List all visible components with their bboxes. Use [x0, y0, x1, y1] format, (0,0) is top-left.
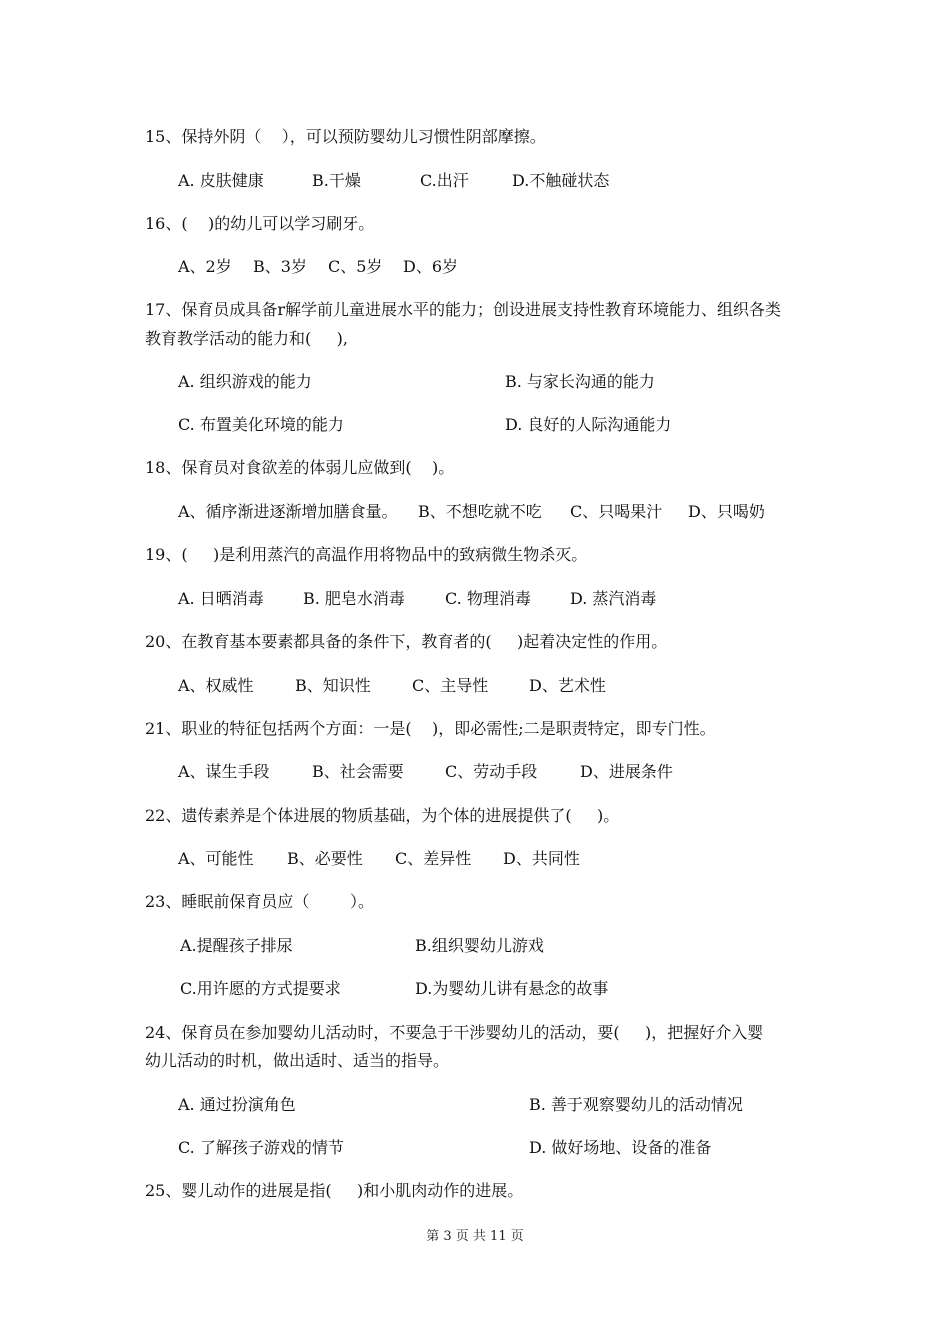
question-21-option-d: D、进展条件	[580, 762, 673, 781]
question-17-option-a: A. 组织游戏的能力	[178, 372, 312, 391]
question-22-option-d: D、共同性	[503, 849, 580, 868]
question-17-option-b: B. 与家长沟通的能力	[505, 372, 655, 391]
question-22-option-b: B、必要性	[287, 849, 363, 868]
question-24-stem-line-2: 幼儿活动的时机，做出适时、适当的指导。	[145, 1051, 450, 1070]
question-19-option-a: A. 日晒消毒	[178, 589, 264, 608]
question-21-option-b: B、社会需要	[312, 762, 404, 781]
question-18-option-d: D、只喝奶	[688, 502, 765, 521]
question-16-stem: 16、( )的幼儿可以学习刷牙。	[145, 214, 375, 233]
page-number-footer: 第 3 页 共 11 页	[426, 1229, 524, 1244]
question-19-stem: 19、( )是利用蒸汽的高温作用将物品中的致病微生物杀灭。	[145, 545, 588, 564]
question-15-option-a: A. 皮肤健康	[178, 171, 264, 190]
question-24-option-b: B. 善于观察婴幼儿的活动情况	[529, 1095, 743, 1114]
question-24-option-a: A. 通过扮演角色	[178, 1095, 296, 1114]
question-16-option-d: D、6岁	[403, 257, 459, 276]
question-20-option-a: A、权威性	[178, 676, 254, 695]
question-18-option-a: A、循序渐进逐渐增加膳食量。	[178, 502, 398, 521]
question-23-option-d: D.为婴幼儿讲有悬念的故事	[415, 979, 609, 998]
question-18-stem: 18、保育员对食欲差的体弱儿应做到( )。	[145, 458, 455, 477]
question-20-stem: 20、在教育基本要素都具备的条件下，教育者的( )起着决定性的作用。	[145, 632, 668, 651]
question-15-option-d: D.不触碰状态	[512, 171, 610, 190]
question-25-stem: 25、婴儿动作的进展是指( )和小肌肉动作的进展。	[145, 1181, 524, 1200]
question-23-stem: 23、睡眠前保育员应（ ）。	[145, 892, 375, 911]
question-15-option-b: B.干燥	[312, 171, 361, 190]
question-16-option-b: B、3岁	[253, 257, 307, 276]
question-22-stem: 22、遗传素养是个体进展的物质基础，为个体的进展提供了( )。	[145, 806, 620, 825]
question-16-option-c: C、5岁	[328, 257, 383, 276]
question-22-option-a: A、可能性	[178, 849, 254, 868]
question-23-option-b: B.组织婴幼儿游戏	[415, 936, 544, 955]
question-18-option-c: C、只喝果汁	[570, 502, 663, 521]
question-23-option-c: C.用许愿的方式提要求	[180, 979, 341, 998]
question-20-option-b: B、知识性	[295, 676, 371, 695]
question-15-stem: 15、保持外阴（ ），可以预防婴幼儿习惯性阴部摩擦。	[145, 127, 546, 146]
question-23-option-a: A.提醒孩子排尿	[180, 936, 293, 955]
question-19-option-c: C. 物理消毒	[445, 589, 531, 608]
question-24-option-d: D. 做好场地、设备的准备	[529, 1138, 712, 1157]
question-20-option-d: D、艺术性	[529, 676, 606, 695]
question-17-stem-line-1: 17、保育员成具备r解学前儿童进展水平的能力；创设进展支持性教育环境能力、组织各类	[145, 300, 782, 319]
question-19-option-b: B. 肥皂水消毒	[303, 589, 405, 608]
question-18-option-b: B、不想吃就不吃	[418, 502, 542, 521]
question-17-option-c: C. 布置美化环境的能力	[178, 415, 344, 434]
question-17-option-d: D. 良好的人际沟通能力	[505, 415, 672, 434]
question-22-option-c: C、差异性	[395, 849, 472, 868]
question-24-option-c: C. 了解孩子游戏的情节	[178, 1138, 344, 1157]
question-21-stem: 21、职业的特征包括两个方面：一是( )，即必需性;二是职责特定，即专门性。	[145, 719, 716, 738]
question-21-option-a: A、谋生手段	[178, 762, 270, 781]
question-19-option-d: D. 蒸汽消毒	[570, 589, 657, 608]
question-21-option-c: C、劳动手段	[445, 762, 538, 781]
question-15-option-c: C.出汗	[420, 171, 469, 190]
question-24-stem-line-1: 24、保育员在参加婴幼儿活动时，不要急于干涉婴幼儿的活动，要( )，把握好介入婴	[145, 1023, 764, 1042]
question-16-option-a: A、2岁	[178, 257, 232, 276]
question-17-stem-line-2: 教育教学活动的能力和( ),	[145, 329, 349, 348]
question-20-option-c: C、主导性	[412, 676, 489, 695]
